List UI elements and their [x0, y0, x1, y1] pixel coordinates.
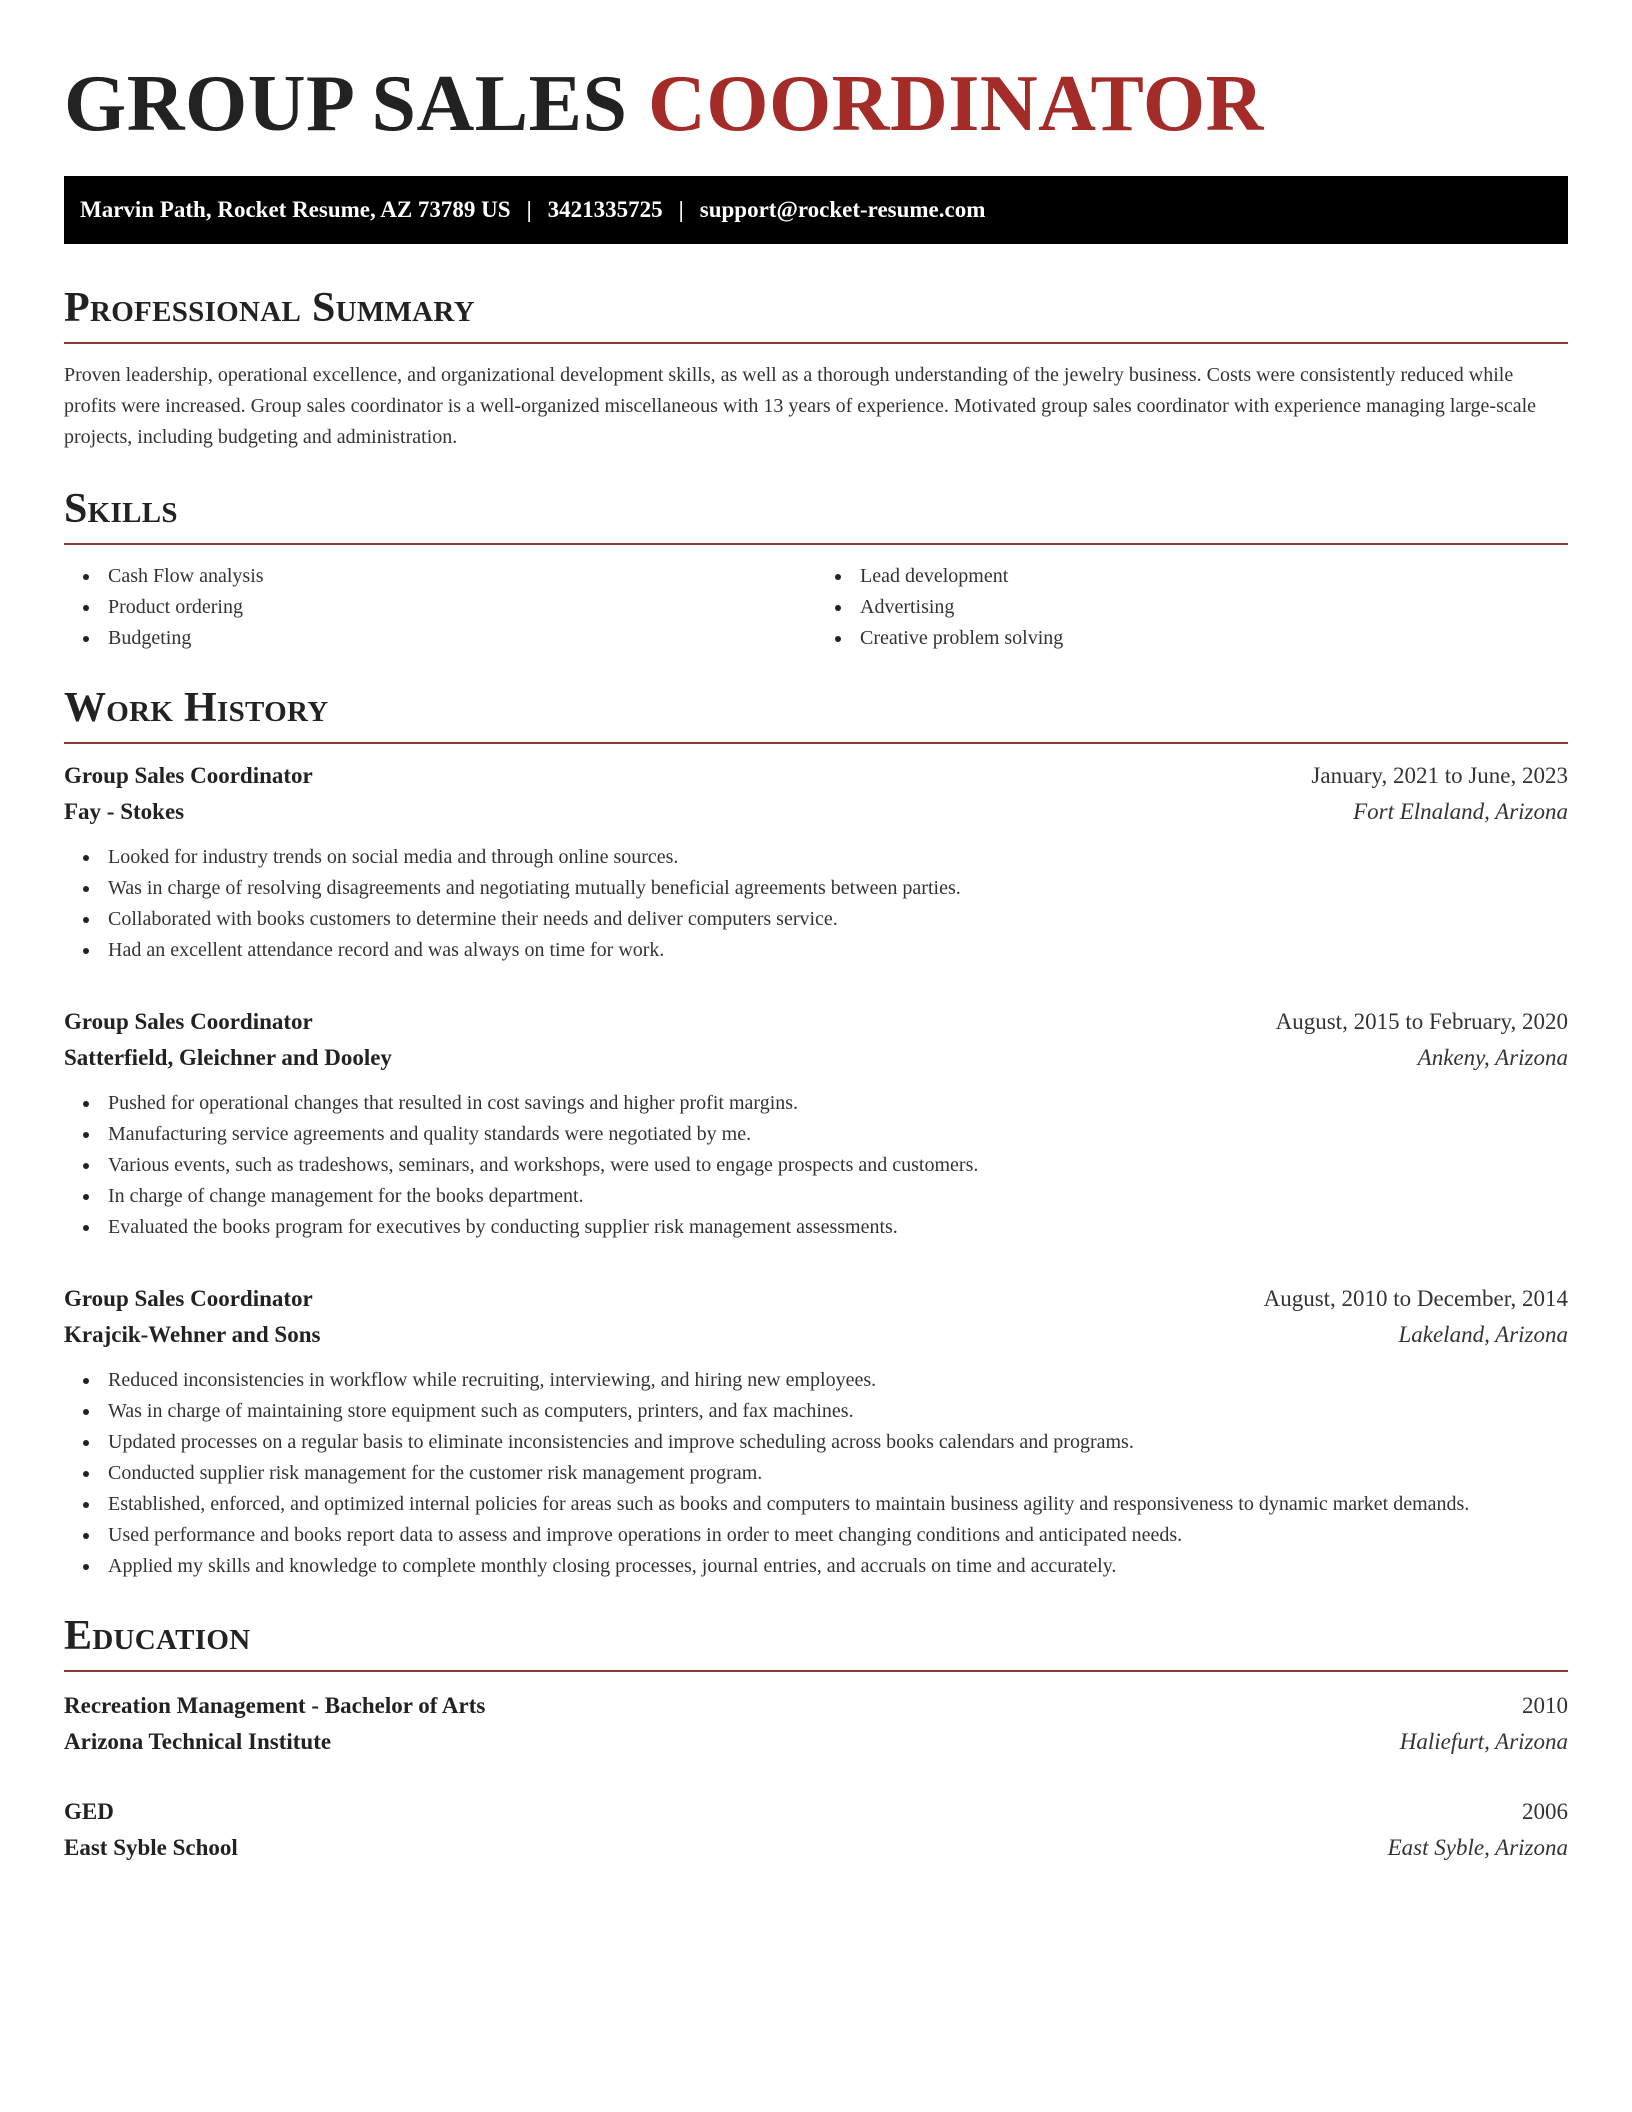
education-year: 2006: [1522, 1799, 1568, 1824]
contact-address: Marvin Path, Rocket Resume, AZ 73789 US: [80, 197, 511, 222]
job-bullet: Manufacturing service agreements and quality standards were negotiated by me.: [64, 1119, 1568, 1150]
skills-list: [64, 561, 1568, 654]
job-entry: [64, 1281, 1568, 1582]
contact-bar: [64, 176, 1568, 244]
contact-separator: |: [526, 197, 532, 222]
skills-column-right: [816, 561, 1568, 654]
job-company: Fay - Stokes: [64, 799, 185, 824]
job-bullets: [64, 1365, 1568, 1582]
job-bullet: Conducted supplier risk management for the customer risk management program.: [64, 1458, 1568, 1489]
education-school: Arizona Technical Institute: [64, 1729, 332, 1754]
title-accent: COORDINATOR: [647, 60, 1264, 148]
skills-heading: Skills: [64, 486, 178, 532]
education-year: 2010: [1522, 1693, 1568, 1718]
job-dates: August, 2015 to February, 2020: [1275, 1009, 1568, 1034]
section-divider: [64, 342, 1568, 344]
skill-item: Lead development: [816, 561, 1568, 592]
job-bullet: Was in charge of resolving disagreements and negotiating mutually beneficial agreements between parties.: [64, 873, 1568, 904]
job-bullet: Pushed for operational changes that resulted in cost savings and higher profit margins.: [64, 1088, 1568, 1119]
skill-item: Cash Flow analysis: [64, 561, 816, 592]
summary-heading: Professional Summary: [64, 285, 475, 331]
education-location: East Syble, Arizona: [1387, 1835, 1568, 1860]
job-location: Fort Elnaland, Arizona: [1353, 799, 1568, 824]
contact-separator: |: [678, 197, 684, 222]
job-title: Group Sales Coordinator: [64, 1286, 313, 1311]
job-bullet: Had an excellent attendance record and was always on time for work.: [64, 935, 1568, 966]
education-degree: GED: [64, 1799, 114, 1824]
section-divider: [64, 742, 1568, 744]
work-history-section: [64, 682, 1568, 1582]
skills-section: [64, 483, 1568, 654]
job-bullet: Various events, such as tradeshows, seminars, and workshops, were used to engage prospects and customers.: [64, 1150, 1568, 1181]
skill-item: Creative problem solving: [816, 623, 1568, 654]
job-company: Satterfield, Gleichner and Dooley: [64, 1045, 392, 1070]
job-dates: January, 2021 to June, 2023: [1311, 763, 1568, 788]
education-location: Haliefurt, Arizona: [1399, 1729, 1568, 1754]
job-bullet: Established, enforced, and optimized internal policies for areas such as books and computers to maintain business agility and responsiveness to dynamic market demands.: [64, 1489, 1568, 1520]
education-entry: [64, 1688, 1568, 1760]
education-entry: [64, 1794, 1568, 1866]
job-bullet: Collaborated with books customers to determine their needs and deliver computers service.: [64, 904, 1568, 935]
resume-title: [64, 56, 1568, 152]
job-bullet: In charge of change management for the books department.: [64, 1181, 1568, 1212]
job-entry: [64, 1004, 1568, 1243]
job-location: Ankeny, Arizona: [1417, 1045, 1568, 1070]
job-location: Lakeland, Arizona: [1398, 1322, 1568, 1347]
job-bullets: [64, 1088, 1568, 1243]
contact-email: support@rocket-resume.com: [699, 197, 986, 222]
section-divider: [64, 543, 1568, 545]
job-entry: [64, 758, 1568, 966]
education-degree: Recreation Management - Bachelor of Arts: [64, 1693, 486, 1718]
job-company: Krajcik-Wehner and Sons: [64, 1322, 321, 1347]
job-bullet: Looked for industry trends on social media and through online sources.: [64, 842, 1568, 873]
work-history-heading: Work History: [64, 685, 329, 731]
summary-text: Proven leadership, operational excellence, and organizational development skills, as well as a thorough understanding of the jewelry business. Costs were consistently reduced while profits were increased. Group sales coordinator is a well-organized miscellaneous with 13 years of experience. Motivated group sales coordinator with experience managing large-scale projects, including budgeting and administration.: [64, 364, 1537, 448]
job-bullet: Reduced inconsistencies in workflow while recruiting, interviewing, and hiring new employees.: [64, 1365, 1568, 1396]
job-bullet: Was in charge of maintaining store equipment such as computers, printers, and fax machines.: [64, 1396, 1568, 1427]
job-bullet: Updated processes on a regular basis to eliminate inconsistencies and improve scheduling across books calendars and programs.: [64, 1427, 1568, 1458]
job-title: Group Sales Coordinator: [64, 1009, 313, 1034]
title-main: GROUP SALES: [64, 60, 628, 148]
job-bullet: Evaluated the books program for executives by conducting supplier risk management assessments.: [64, 1212, 1568, 1243]
education-school: East Syble School: [64, 1835, 238, 1860]
job-dates: August, 2010 to December, 2014: [1263, 1286, 1568, 1311]
education-section: [64, 1610, 1568, 1866]
skills-column-left: [64, 561, 816, 654]
section-divider: [64, 1670, 1568, 1672]
job-bullet: Used performance and books report data to assess and improve operations in order to meet changing conditions and anticipated needs.: [64, 1520, 1568, 1551]
skill-item: Advertising: [816, 592, 1568, 623]
education-heading: Education: [64, 1613, 251, 1659]
skill-item: Budgeting: [64, 623, 816, 654]
job-bullet: Applied my skills and knowledge to complete monthly closing processes, journal entries, and accruals on time and accurately.: [64, 1551, 1568, 1582]
summary-section: [64, 282, 1568, 453]
job-title: Group Sales Coordinator: [64, 763, 313, 788]
skill-item: Product ordering: [64, 592, 816, 623]
job-bullets: [64, 842, 1568, 966]
contact-phone: 3421335725: [547, 197, 663, 222]
